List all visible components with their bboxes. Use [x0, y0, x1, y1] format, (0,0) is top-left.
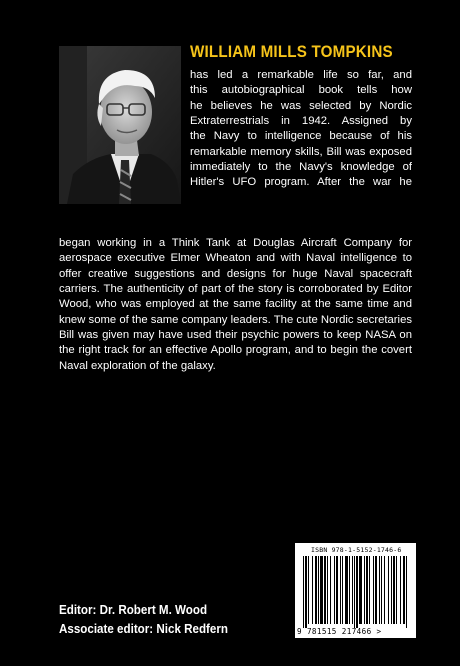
- blurb-line: this autobiographical book tells how: [190, 84, 412, 97]
- isbn-barcode-box: [295, 543, 416, 638]
- blurb-beside-photo: [190, 68, 412, 252]
- blurb-full-width: began working in a Think Tank at Douglas Aircraft Company for aerospace executive Elmer Wheaton and with Naval intelligence to offer creative suggestions and designs for huge Naval spacecraft carriers. The authenticity of part of the story is corroborated by Editor Wood, who was employed at the same facility at the same time and knew some of the same company leaders. The cute Nordic secretaries Bill was given may have used their psychic powers to keep NASA on the right track for an effective Apollo program, and to begin the covert Naval exploration of the galaxy.: [59, 237, 412, 372]
- author-photo: [59, 46, 181, 204]
- blurb-line: Hitler's UFO program. After the war he: [190, 176, 412, 189]
- editor-credit: Editor: Dr. Robert M. Wood: [59, 602, 208, 617]
- blurb-line: remarkable memory skills, Bill was exposed: [190, 145, 412, 158]
- author-name-heading: WILLIAM MILLS TOMPKINS: [190, 43, 393, 61]
- blurb-line: has led a remarkable life so far, and: [190, 69, 412, 81]
- isbn-text: ISBN 978-1-5152-1746-6: [311, 546, 402, 554]
- associate-editor-credit: Associate editor: Nick Redfern: [59, 621, 228, 636]
- barcode-digits: 9 781515 217466 >: [297, 627, 382, 636]
- blurb-line: he believes he was selected by Nordic: [190, 99, 412, 112]
- blurb-line: Extraterrestrials in 1942. Assigned by: [190, 115, 412, 128]
- blurb-line: the Navy to intelligence because of his: [190, 130, 412, 143]
- barcode-icon: [303, 556, 408, 628]
- editor-credits: [59, 600, 228, 638]
- blurb-line: immediately to the Navy's knowledge of: [190, 161, 412, 174]
- author-portrait-image: [59, 46, 181, 204]
